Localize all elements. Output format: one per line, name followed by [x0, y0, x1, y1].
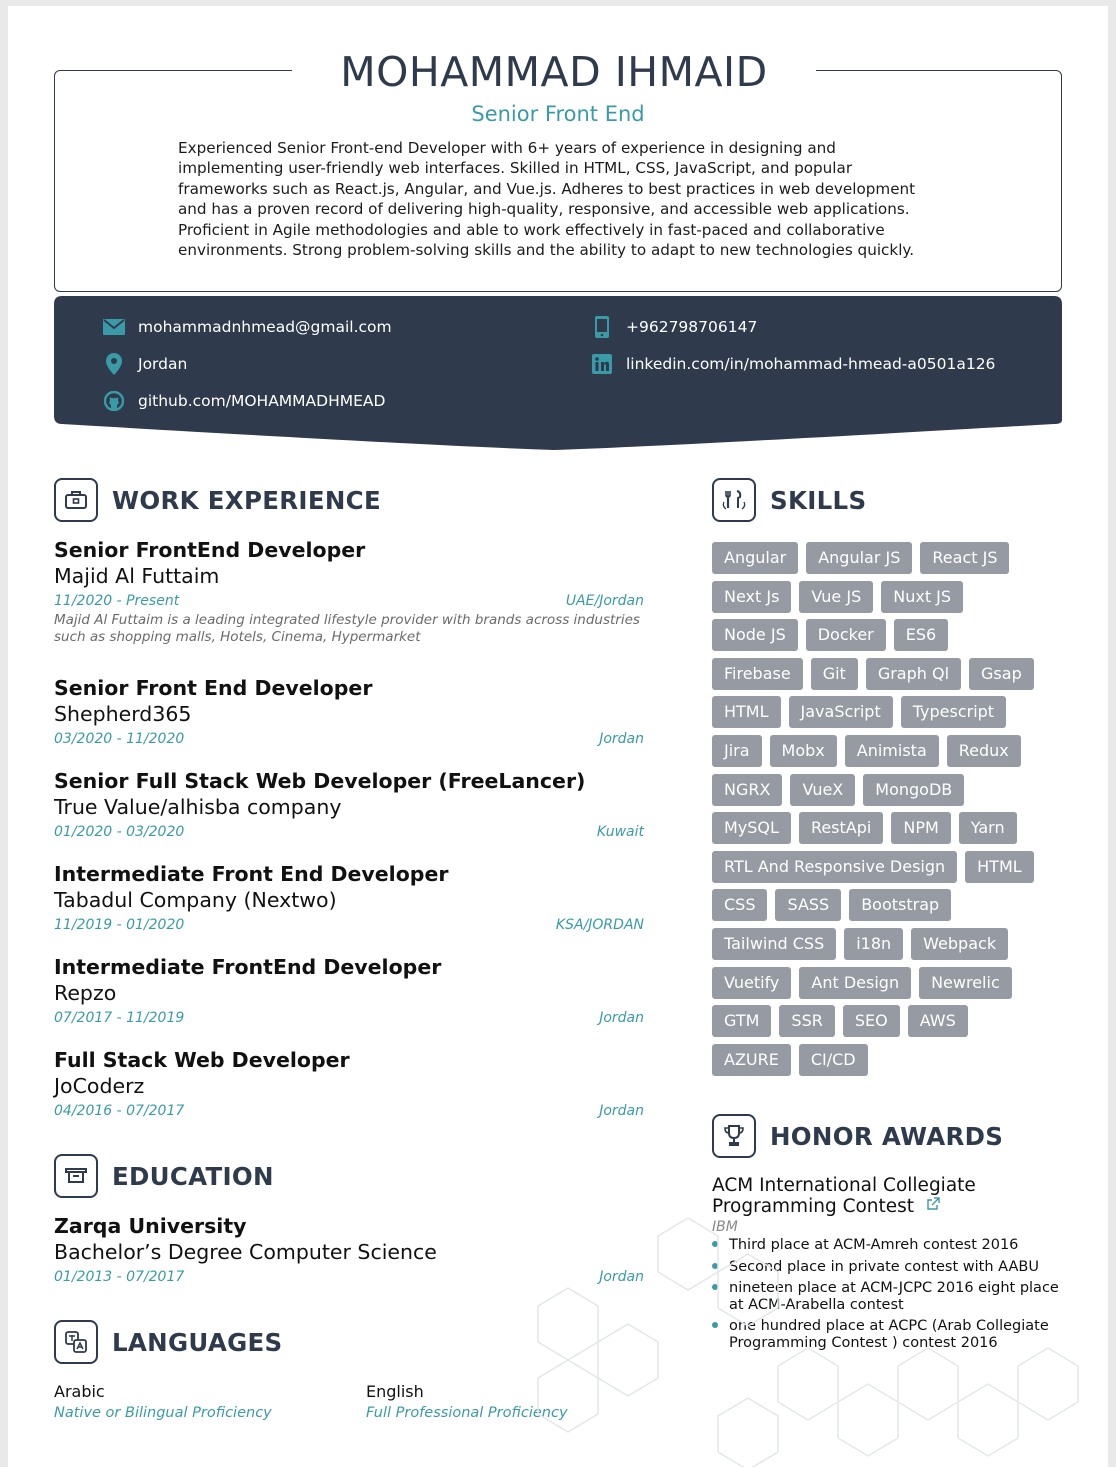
skill-tag: HTML [965, 851, 1034, 883]
job-meta [54, 593, 644, 609]
job-location: Jordan [599, 1103, 644, 1119]
skill-tag: Vue JS [799, 581, 873, 613]
skill-row [712, 696, 1062, 728]
job-location: UAE/Jordan [565, 593, 644, 609]
skill-row [712, 851, 1062, 883]
job-meta [54, 1010, 644, 1026]
work-experience-heading [54, 478, 381, 522]
skill-tag: Mobx [770, 735, 837, 767]
job-meta [54, 917, 644, 933]
languages-title: LANGUAGES [112, 1327, 283, 1357]
list-item: one hundred place at ACPC (Arab Collegiate Programming Contest ) contest 2016 [712, 1318, 1072, 1351]
skill-tag: Newrelic [919, 967, 1012, 999]
skill-row [712, 1044, 1062, 1076]
skill-tag: ES6 [894, 619, 948, 651]
skill-tag: SEO [843, 1005, 900, 1037]
job-location: Kuwait [596, 824, 644, 840]
skill-tag: SSR [779, 1005, 834, 1037]
skill-row [712, 658, 1062, 690]
skill-row [712, 581, 1062, 613]
external-link-icon[interactable] [926, 1196, 940, 1216]
linkedin-text: linkedin.com/in/mohammad-hmead-a0501a126 [626, 355, 996, 373]
skill-tag: Jira [712, 735, 762, 767]
job-location: Jordan [599, 731, 644, 747]
job-dates: 11/2020 - Present [54, 593, 180, 609]
skill-tag: Git [811, 658, 858, 690]
skill-tag: Graph Ql [866, 658, 961, 690]
skill-tag: Node JS [712, 619, 798, 651]
school-name: Zarqa University [54, 1214, 247, 1238]
skills-tags [712, 542, 1062, 1082]
skill-tag: Firebase [712, 658, 803, 690]
languages-heading [54, 1320, 282, 1364]
skill-row [712, 774, 1062, 806]
translate-icon [54, 1320, 98, 1364]
job-role: Senior Front End Developer [54, 676, 373, 700]
skill-row [712, 542, 1062, 574]
linkedin-icon [590, 353, 614, 375]
name-plate [292, 42, 816, 102]
full-name: MOHAMMAD IHMAID [340, 48, 768, 96]
graduation-cap-icon [54, 1154, 98, 1198]
language-name: Arabic [54, 1382, 105, 1401]
job-entry [54, 862, 644, 933]
skill-row [712, 889, 1062, 921]
skill-tag: AZURE [712, 1044, 791, 1076]
job-dates: 07/2017 - 11/2019 [54, 1010, 185, 1026]
education-location: Jordan [599, 1269, 644, 1285]
skill-tag: CSS [712, 889, 767, 921]
skill-tag: Docker [806, 619, 886, 651]
job-company: True Value/alhisba company [54, 795, 342, 819]
hexagon-pattern [478, 1216, 1098, 1467]
contact-band [54, 296, 1062, 456]
skill-tag: React JS [920, 542, 1009, 574]
job-description: Majid Al Futtaim is a leading integrated lifestyle provider with brands across industries such as shopping malls, Hotels, Cinema, Hypermarket [54, 612, 640, 645]
education-heading [54, 1154, 274, 1198]
skill-tag: i18n [844, 928, 903, 960]
email-item[interactable] [102, 316, 392, 338]
location-item [102, 353, 187, 375]
phone-text: +962798706147 [626, 318, 758, 336]
award-title-text: ACM International Collegiate Programming Contest [712, 1175, 976, 1217]
skill-tag: Gsap [969, 658, 1034, 690]
email-text: mohammadnhmead@gmail.com [138, 318, 392, 336]
skill-row [712, 735, 1062, 767]
skill-tag: Vuetify [712, 967, 791, 999]
skill-row [712, 928, 1062, 960]
location-text: Jordan [138, 355, 188, 373]
tools-icon [712, 478, 756, 522]
skill-row [712, 1005, 1062, 1037]
skill-tag: HTML [712, 696, 781, 728]
phone-icon [590, 316, 614, 338]
job-company: Repzo [54, 981, 117, 1005]
award-issuer: IBM [712, 1219, 738, 1235]
list-item: Second place in private contest with AABU [712, 1259, 1072, 1276]
skill-tag: CI/CD [799, 1044, 868, 1076]
job-meta [54, 824, 644, 840]
job-entry [54, 676, 644, 747]
skill-tag: Angular JS [806, 542, 912, 574]
education-dates: 01/2013 - 07/2017 [54, 1269, 185, 1285]
skill-tag: MySQL [712, 812, 791, 844]
language-item [54, 1382, 272, 1421]
honor-awards-heading [712, 1114, 1003, 1158]
skill-tag: GTM [712, 1005, 771, 1037]
job-dates: 11/2019 - 01/2020 [54, 917, 185, 933]
skill-tag: Bootstrap [849, 889, 951, 921]
skill-row [712, 619, 1062, 651]
resume-page [8, 6, 1108, 1467]
job-company: Majid Al Futtaim [54, 564, 220, 588]
job-meta [54, 731, 644, 747]
skill-tag: Redux [947, 735, 1021, 767]
skill-tag: VueX [790, 774, 855, 806]
skill-tag: Tailwind CSS [712, 928, 836, 960]
job-company: Shepherd365 [54, 702, 192, 726]
language-name: English [366, 1382, 424, 1401]
github-icon [102, 390, 126, 412]
skill-tag: NGRX [712, 774, 782, 806]
envelope-icon [102, 316, 126, 338]
award-title [712, 1176, 1072, 1217]
language-level: Native or Bilingual Proficiency [54, 1405, 272, 1421]
skills-title: SKILLS [770, 485, 867, 515]
education-title: EDUCATION [112, 1161, 274, 1191]
job-company: Tabadul Company (Nextwo) [54, 888, 337, 912]
job-entry [54, 538, 644, 646]
job-role: Senior FrontEnd Developer [54, 538, 366, 562]
skill-tag: Typescript [901, 696, 1006, 728]
skill-tag: JavaScript [789, 696, 893, 728]
summary: Experienced Senior Front-end Developer with 6+ years of experience in designing and implementing user-friendly web interfaces. Skilled in HTML, CSS, JavaScript, and popular frameworks such as React.js, Angular, and Vue.js. Adheres to best practices in web development and has a proven record of delivering high-quality, responsive, and accessible web applications. Proficient in Agile methodologies and able to work effectively in fast-paced and collaborative environments. Strong problem-solving skills and the ability to adapt to new technologies quickly. [178, 139, 916, 260]
job-dates: 03/2020 - 11/2020 [54, 731, 185, 747]
skill-tag: MongoDB [863, 774, 964, 806]
trophy-icon [712, 1114, 756, 1158]
skill-tag: SASS [775, 889, 841, 921]
list-item: nineteen place at ACM-JCPC 2016 eight place at ACM-Arabella contest [712, 1280, 1072, 1313]
job-dates: 04/2016 - 07/2017 [54, 1103, 185, 1119]
linkedin-item[interactable] [590, 353, 995, 375]
skill-row [712, 812, 1062, 844]
skills-heading [712, 478, 866, 522]
skill-tag: Nuxt JS [881, 581, 963, 613]
skill-tag: AWS [908, 1005, 968, 1037]
job-role: Full Stack Web Developer [54, 1048, 350, 1072]
job-title-headline: Senior Front End [471, 102, 645, 126]
map-pin-icon [102, 353, 126, 375]
skill-tag: RestApi [799, 812, 883, 844]
work-experience-title: WORK EXPERIENCE [112, 485, 381, 515]
skill-tag: NPM [891, 812, 950, 844]
honor-awards-title: HONOR AWARDS [770, 1121, 1004, 1151]
job-role: Intermediate FrontEnd Developer [54, 955, 442, 979]
job-meta [54, 1103, 644, 1119]
skill-tag: Animista [845, 735, 939, 767]
job-entry [54, 955, 644, 1026]
job-entry [54, 769, 644, 840]
phone-item[interactable] [590, 316, 757, 338]
job-location: KSA/JORDAN [555, 917, 644, 933]
language-level: Full Professional Proficiency [366, 1405, 568, 1421]
skill-row [712, 967, 1062, 999]
job-role: Intermediate Front End Developer [54, 862, 449, 886]
skill-tag: Yarn [959, 812, 1017, 844]
skill-tag: Ant Design [799, 967, 911, 999]
job-role: Senior Full Stack Web Developer (FreeLancer) [54, 769, 586, 793]
job-company: JoCoderz [54, 1074, 145, 1098]
skill-tag: Angular [712, 542, 798, 574]
skill-tag: Webpack [911, 928, 1008, 960]
job-location: Jordan [599, 1010, 644, 1026]
skill-tag: RTL And Responsive Design [712, 851, 957, 883]
degree: Bachelor’s Degree Computer Science [54, 1240, 437, 1264]
job-entry [54, 1048, 644, 1119]
job-dates: 01/2020 - 03/2020 [54, 824, 185, 840]
briefcase-icon [54, 478, 98, 522]
github-item[interactable] [102, 390, 385, 412]
list-item: Third place at ACM-Amreh contest 2016 [712, 1237, 1072, 1254]
skill-tag: Next Js [712, 581, 791, 613]
github-text: github.com/MOHAMMADHMEAD [138, 392, 386, 410]
